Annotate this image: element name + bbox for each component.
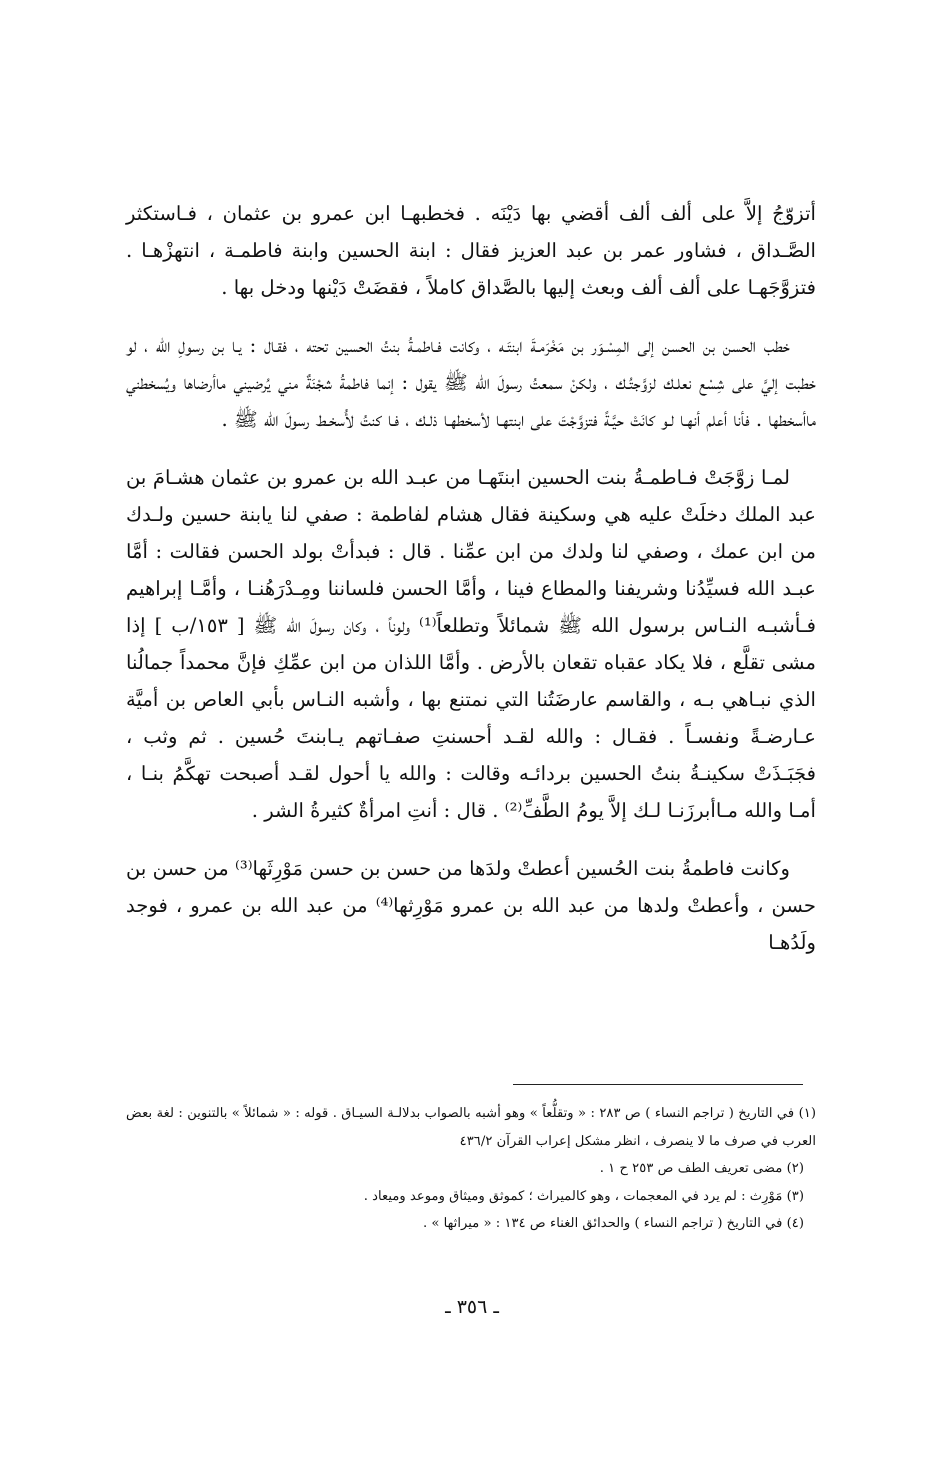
paragraph: لمـا زوَّجَتْ فـاطمـةُ بنت الحسين ابنتَهـا من عبـد الله بن عمرو بن عثمان هشـامَ بن عبد الملك دخلَتْ عليه هي وسكينة فقال هشام لفاطمة : صفي لنا يابنة حسين ولـدك من ابن عمك ، وصفي لنا ولدك من ابن عمِّنا . قال : فبدأتْ بولد الحسن فقالت : أمَّا عبـد الله فسيِّدُنا وشريفنا والمطاع فينا ، وأمَّا الحسن فلساننا ومِـدْرَهُنـا ، وأمَّـا إبراهيم فـأشبـه النـاس برسول الله ﷺ شمائلاً وتطلعاً⁽¹⁾ ولوناً ، وكان رسولَ الله ﷺ [ ١٥٣/ب ] إذا مشى تقلَّع ، فلا يكاد عقباه تقعان بالأرض . وأمَّا اللذان من ابن عمِّكِ فإنَّ محمداً جمالُنا الذي نبـاهي بـه ، والقاسم عارضَتُنا التي نمتنع بها ، وأشبه النـاس بأبي العاص بن أميَّة عـارضـةً ونفسـاً . فقـال : والله لقـد أحسنتِ صفـاتهم يـابنتَ حُسين . ثم وثب ، فجَبَـذَتْ سكينـةُ بنتُ الحسين بردائـه وقالت : والله يا أحول لقـد أصبحت تهكَّمُ بنـا ، أمـا والله مـاأبرزَنـا لـك إلاَّ يومُ الطَّفِّ⁽²⁾ . قال : أنتِ امرأةٌ كثيرةُ الشر . xyxy=(126,466,816,822)
footnote: (٢) مضى تعريف الطف ص ٢٥٣ ح ١ . xyxy=(599,1161,804,1176)
paragraph: خطب الحسن بن الحسن إلى المِسْـوَر بن مَخْرَمـةَ ابنتَـه ، وكانت فـاطمـةُ بنتُ الحسين تحته ، فقـال : يـا بن رسولِ الله ، لو خطبت إليَّ على شِسْع نعلـك لزوَّجتُـك ، ولكنْ سمعتُ رسولَ الله ﷺ يقول : إنما فاطمةُ شجْنَةٌ مني يُرضيني ماأرضاها ويُسخطني ماأسخطها . فأنا أعلم أنهـا لـو كانَتْ حيَّـةً فتزوَّجْتَ على ابنتهـا لأسخطهـا ذلـك ، فـا كنتُ لأُسخـط رسولَ الله ﷺ . xyxy=(126,334,816,431)
footnote: (٣) مَوْرِث : لم يرد في المعجمات ، وهو كالميراث ؛ كموثق وميثاق وموعد وميعاد . xyxy=(363,1188,804,1204)
page-number: ـ ٣٥٦ ـ xyxy=(445,1296,499,1318)
footnote-separator xyxy=(513,1084,803,1085)
paragraph: وكانت فاطمةُ بنت الحُسين أعطتْ ولدَها من حسن بن حسن مَوْرِثَها⁽³⁾ من حسن بن حسن ، وأعطتْ ولدها من عبد الله بن عمرو مَوْرِثها⁽⁴⁾ من عبد الله بن عمرو ، فوجد ولَدُهـا xyxy=(126,857,816,954)
paragraph: أتزوّجُ إلاَّ على ألف ألف أقضي بها دَيْنَه . فخطبهـا ابن عمرو بن عثمان ، فـاستكثر الصَّـداق ، فشاور عمر بن عبد العزيز فقال : ابنة الحسين وابنة فاطمـة ، انتهزْهـا . فتزوَّجَهـا على ألف ألف وبعث إليها بالصَّداق كاملاً ، فقضَتْ دَيْنها ودخل بها . xyxy=(126,202,816,299)
footnotes xyxy=(126,1100,816,1238)
footnote: (٤) في التاريخ ( تراجم النساء ) والحدائق الغناء ص ١٣٤ : « ميراثها » . xyxy=(422,1216,804,1231)
main-text xyxy=(126,195,816,961)
footnote: (١) في التاريخ ( تراجم النساء ) ص ٢٨٣ : « وتقلُّعاً » وهو أشبه بالصواب بدلالـة السيـاق . قوله : « شمائلاً » بالتنوين : لغة بعض العرب في صرف ما لا ينصرف ، انظر مشكل إعراب القرآن ٤٣٦/٢ xyxy=(126,1106,817,1149)
